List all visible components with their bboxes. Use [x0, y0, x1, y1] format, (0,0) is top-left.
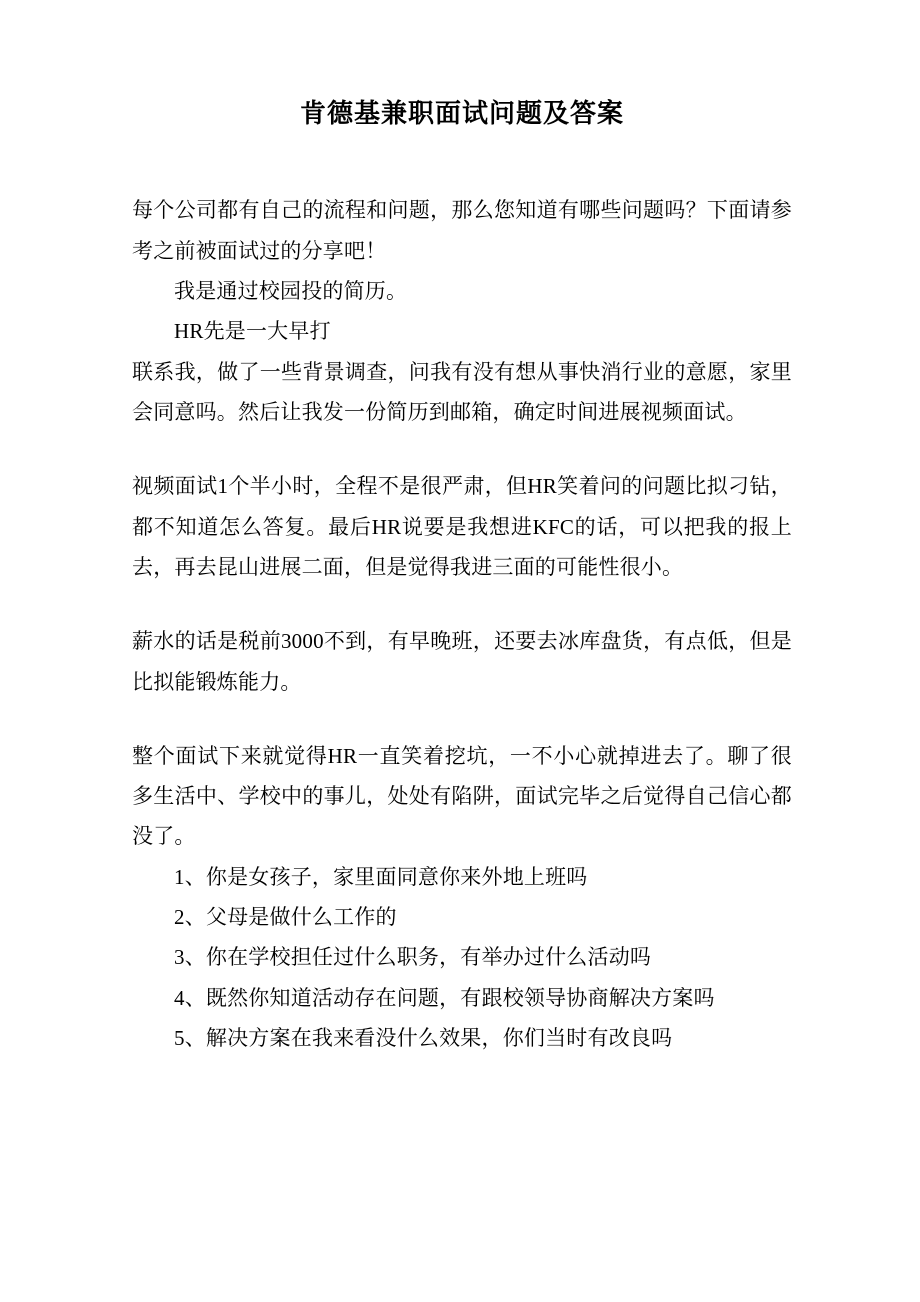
paragraph-hr-call-detail: 联系我，做了一些背景调查，问我有没有想从事快消行业的意愿，家里会同意吗。然后让我发一份简历到邮箱，确定时间进展视频面试。 [132, 359, 792, 424]
paragraph-salary: 薪水的话是税前3000不到，有早晚班，还要去冰库盘货，有点低，但是比拟能锻炼能力。 [132, 629, 792, 694]
list-item: 1、你是女孩子，家里面同意你来外地上班吗 [174, 864, 588, 889]
paragraph-summary: 整个面试下来就觉得HR一直笑着挖坑，一不小心就掉进去了。聊了很多生活中、学校中的事儿，处处有陷阱，面试完毕之后觉得自己信心都没了。 [132, 743, 792, 849]
list-item: 2、父母是做什么工作的 [174, 905, 397, 930]
paragraph-hr-call-start: HR先是一大早打 [174, 319, 331, 344]
page-title: 肯德基兼职面试问题及答案 [299, 99, 624, 128]
paragraph-spacer [132, 702, 792, 736]
paragraph-video-interview: 视频面试1个半小时，全程不是很严肃，但HR笑着问的问题比拟刁钻，都不知道怎么答复。最后HR说要是我想进KFC的话，可以把我的报上去，再去昆山进展二面，但是觉得我进三面的可能性很小。 [132, 474, 792, 579]
paragraph-intro: 每个公司都有自己的流程和问题，那么您知道有哪些问题吗？下面请参考之前被面试过的分享吧！ [132, 198, 792, 263]
list-item: 5、解决方案在我来看没什么效果，你们当时有改良吗 [174, 1026, 673, 1051]
list-item: 3、你在学校担任过什么职务，有举办过什么活动吗 [174, 945, 652, 970]
paragraph-spacer [132, 432, 792, 466]
list-item: 4、既然你知道活动存在问题，有跟校领导协商解决方案吗 [174, 985, 715, 1010]
paragraph-spacer [132, 587, 792, 621]
paragraph-resume-channel: 我是通过校园投的简历。 [174, 279, 408, 304]
